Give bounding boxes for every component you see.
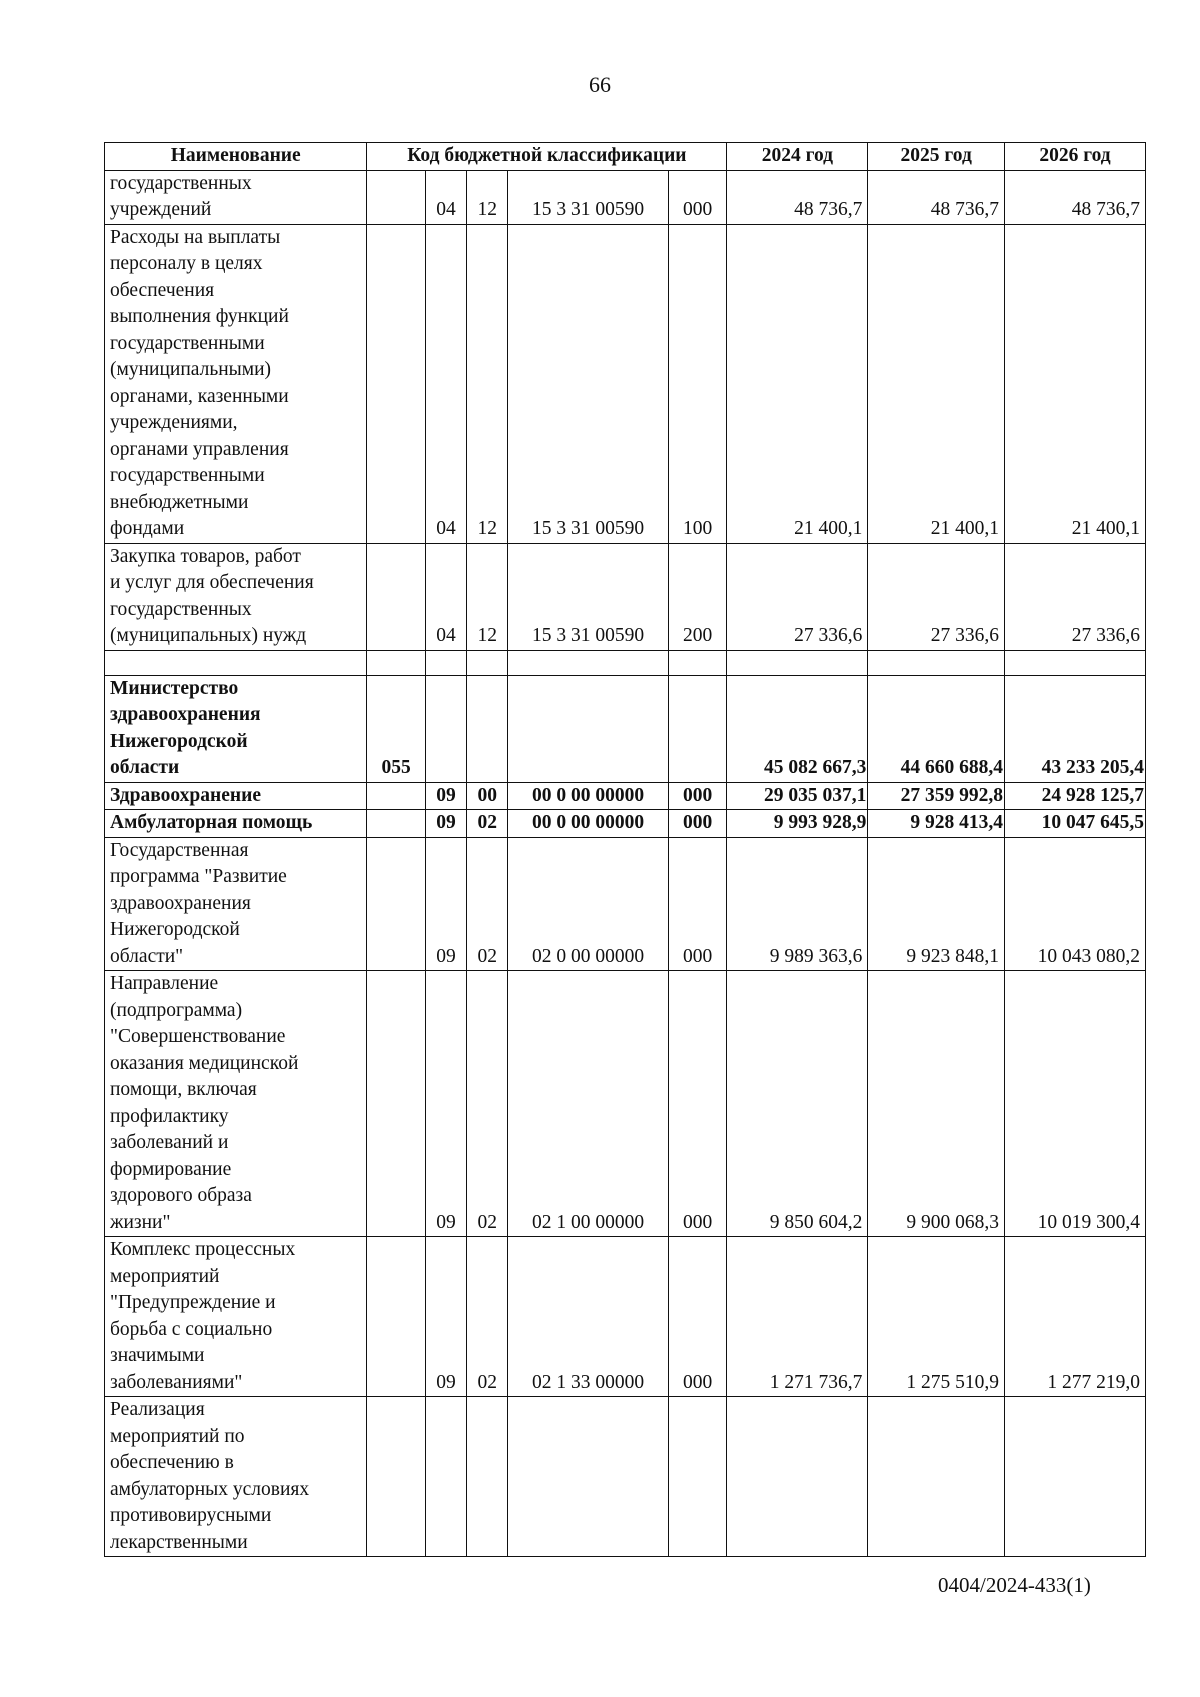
header-2025: 2025 год <box>868 143 1005 171</box>
cell-2025: 27 336,6 <box>868 543 1005 650</box>
cell-2024 <box>727 1397 868 1557</box>
cell-2025: 27 359 992,8 <box>868 782 1005 810</box>
cell-2024: 45 082 667,3 <box>727 675 868 782</box>
cell-expense-type-code: 100 <box>668 224 727 543</box>
cell-section-code <box>425 675 466 782</box>
table-row <box>105 224 1146 543</box>
cell-2024: 29 035 037,1 <box>727 782 868 810</box>
header-name: Наименование <box>105 143 367 171</box>
cell-subsection-code: 12 <box>467 543 508 650</box>
cell-section-code <box>425 1397 466 1557</box>
budget-table <box>104 142 1146 1557</box>
cell-2026: 24 928 125,7 <box>1004 782 1145 810</box>
cell-target-article-code: 00 0 00 00000 <box>508 782 668 810</box>
cell-name: Министерство здравоохранения Нижегородской области <box>105 675 367 782</box>
table-header-row <box>105 143 1146 171</box>
cell-2024: 48 736,7 <box>727 170 868 224</box>
cell-section-code: 04 <box>425 224 466 543</box>
header-code: Код бюджетной классификации <box>367 143 727 171</box>
cell-2025: 48 736,7 <box>868 170 1005 224</box>
cell-target-article-code <box>508 675 668 782</box>
cell-expense-type-code <box>668 1397 727 1557</box>
cell-name: Реализация мероприятий по обеспечению в амбулаторных условиях противовирусными лекарственными <box>105 1397 367 1557</box>
cell-2026: 21 400,1 <box>1004 224 1145 543</box>
table-row <box>105 675 1146 782</box>
cell-subsection-code: 00 <box>467 782 508 810</box>
cell-2025 <box>868 1397 1005 1557</box>
cell-ved-code <box>367 650 426 675</box>
cell-subsection-code: 02 <box>467 837 508 971</box>
cell-name: Закупка товаров, работ и услуг для обеспечения государственных (муниципальных) нужд <box>105 543 367 650</box>
cell-2026: 27 336,6 <box>1004 543 1145 650</box>
cell-subsection-code: 02 <box>467 971 508 1237</box>
cell-section-code: 09 <box>425 1237 466 1397</box>
cell-2026: 10 019 300,4 <box>1004 971 1145 1237</box>
cell-expense-type-code: 000 <box>668 782 727 810</box>
cell-ved-code: 055 <box>367 675 426 782</box>
cell-section-code: 09 <box>425 971 466 1237</box>
cell-ved-code <box>367 782 426 810</box>
cell-expense-type-code <box>668 650 727 675</box>
cell-ved-code <box>367 170 426 224</box>
cell-target-article-code: 02 0 00 00000 <box>508 837 668 971</box>
cell-ved-code <box>367 810 426 838</box>
cell-target-article-code: 15 3 31 00590 <box>508 543 668 650</box>
cell-2024: 21 400,1 <box>727 224 868 543</box>
table-row <box>105 837 1146 971</box>
table-row <box>105 971 1146 1237</box>
cell-2026: 10 043 080,2 <box>1004 837 1145 971</box>
cell-subsection-code: 02 <box>467 1237 508 1397</box>
cell-subsection-code: 02 <box>467 810 508 838</box>
cell-expense-type-code <box>668 675 727 782</box>
cell-name: Здравоохранение <box>105 782 367 810</box>
table-row <box>105 782 1146 810</box>
table-body <box>105 170 1146 1557</box>
cell-2024 <box>727 650 868 675</box>
cell-section-code: 09 <box>425 810 466 838</box>
cell-name: Расходы на выплаты персоналу в целях обеспечения выполнения функций государственными (муниципальными) органами, казенными учреждениями, органами управления государственными внебюджетными фондами <box>105 224 367 543</box>
cell-2026: 1 277 219,0 <box>1004 1237 1145 1397</box>
table-row <box>105 650 1146 675</box>
cell-2024: 9 850 604,2 <box>727 971 868 1237</box>
cell-target-article-code: 02 1 33 00000 <box>508 1237 668 1397</box>
cell-target-article-code <box>508 650 668 675</box>
cell-expense-type-code: 000 <box>668 1237 727 1397</box>
cell-2026: 48 736,7 <box>1004 170 1145 224</box>
cell-ved-code <box>367 224 426 543</box>
cell-subsection-code <box>467 1397 508 1557</box>
cell-ved-code <box>367 1237 426 1397</box>
cell-2024: 27 336,6 <box>727 543 868 650</box>
cell-target-article-code: 02 1 00 00000 <box>508 971 668 1237</box>
document-id: 0404/2024-433(1) <box>938 1573 1091 1597</box>
cell-2024: 9 989 363,6 <box>727 837 868 971</box>
cell-2026 <box>1004 1397 1145 1557</box>
cell-section-code: 09 <box>425 837 466 971</box>
cell-2025: 1 275 510,9 <box>868 1237 1005 1397</box>
header-2024: 2024 год <box>727 143 868 171</box>
cell-section-code: 09 <box>425 782 466 810</box>
table-row <box>105 1397 1146 1557</box>
cell-expense-type-code: 000 <box>668 810 727 838</box>
cell-section-code: 04 <box>425 170 466 224</box>
cell-2025 <box>868 650 1005 675</box>
cell-subsection-code <box>467 675 508 782</box>
cell-expense-type-code: 000 <box>668 971 727 1237</box>
cell-expense-type-code: 200 <box>668 543 727 650</box>
page-number: 66 <box>589 72 611 97</box>
cell-name: государственных учреждений <box>105 170 367 224</box>
cell-2026: 10 047 645,5 <box>1004 810 1145 838</box>
cell-2025: 9 900 068,3 <box>868 971 1005 1237</box>
cell-ved-code <box>367 1397 426 1557</box>
cell-target-article-code: 15 3 31 00590 <box>508 170 668 224</box>
cell-2025: 44 660 688,4 <box>868 675 1005 782</box>
cell-2026 <box>1004 650 1145 675</box>
table-row <box>105 543 1146 650</box>
cell-target-article-code: 15 3 31 00590 <box>508 224 668 543</box>
cell-target-article-code: 00 0 00 00000 <box>508 810 668 838</box>
cell-2025: 9 928 413,4 <box>868 810 1005 838</box>
cell-expense-type-code: 000 <box>668 170 727 224</box>
cell-2026: 43 233 205,4 <box>1004 675 1145 782</box>
cell-name <box>105 650 367 675</box>
cell-section-code <box>425 650 466 675</box>
cell-name: Амбулаторная помощь <box>105 810 367 838</box>
table-row <box>105 170 1146 224</box>
cell-subsection-code <box>467 650 508 675</box>
cell-ved-code <box>367 971 426 1237</box>
cell-2024: 9 993 928,9 <box>727 810 868 838</box>
cell-target-article-code <box>508 1397 668 1557</box>
cell-2024: 1 271 736,7 <box>727 1237 868 1397</box>
cell-name: Государственная программа "Развитие здравоохранения Нижегородской области" <box>105 837 367 971</box>
cell-2025: 9 923 848,1 <box>868 837 1005 971</box>
cell-ved-code <box>367 543 426 650</box>
cell-section-code: 04 <box>425 543 466 650</box>
table-row <box>105 1237 1146 1397</box>
cell-name: Комплекс процессных мероприятий "Предупреждение и борьба с социально значимыми заболеваниями" <box>105 1237 367 1397</box>
cell-name: Направление (подпрограмма) "Совершенствование оказания медицинской помощи, включая профилактику заболеваний и формирование здорового образа жизни" <box>105 971 367 1237</box>
cell-subsection-code: 12 <box>467 224 508 543</box>
cell-expense-type-code: 000 <box>668 837 727 971</box>
cell-ved-code <box>367 837 426 971</box>
header-2026: 2026 год <box>1004 143 1145 171</box>
cell-subsection-code: 12 <box>467 170 508 224</box>
table-row <box>105 810 1146 838</box>
cell-2025: 21 400,1 <box>868 224 1005 543</box>
